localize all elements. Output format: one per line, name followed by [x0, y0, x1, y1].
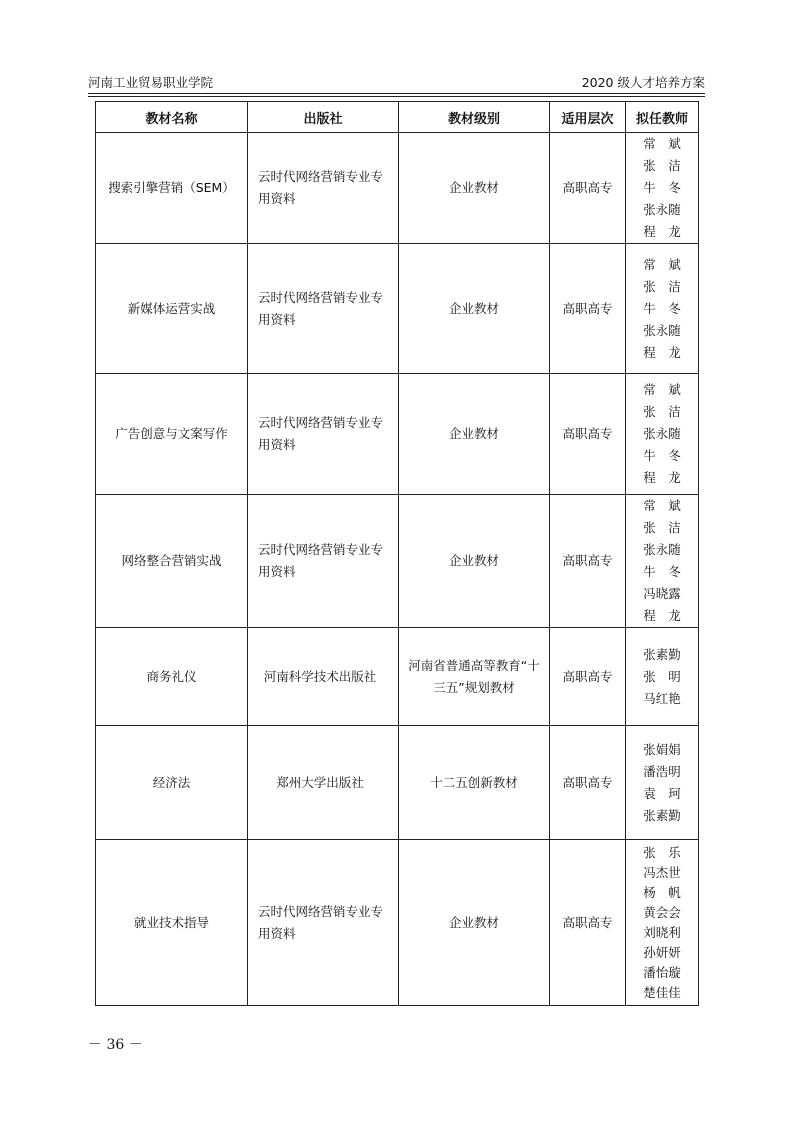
textbook-name: 网络整合营销实战	[96, 495, 248, 628]
column-header-publisher: 出版社	[248, 102, 399, 133]
textbook-level: 河南省普通高等教育“十三五”规划教材	[399, 628, 550, 726]
teacher-name: 张 乐	[643, 844, 681, 860]
teacher-name: 张素勤	[643, 807, 681, 823]
teacher-name: 潘怡璇	[643, 964, 681, 980]
teacher-list	[626, 628, 699, 726]
textbook-scope: 高职高专	[550, 133, 626, 244]
teacher-name: 常 斌	[643, 498, 681, 513]
textbook-level: 十二五创新教材	[399, 726, 550, 840]
teacher-name: 刘晓利	[643, 924, 681, 940]
column-header-name: 教材名称	[96, 102, 248, 133]
teacher-name: 张素勤	[643, 646, 681, 662]
teacher-name: 张 洁	[643, 158, 681, 173]
teacher-list	[626, 726, 699, 840]
column-header-scope: 适用层次	[550, 102, 626, 133]
column-header-level: 教材级别	[399, 102, 550, 133]
teacher-name: 牛 冬	[643, 564, 681, 579]
column-header-teachers: 拟任教师	[626, 102, 699, 133]
teacher-name: 牛 冬	[643, 180, 681, 195]
teacher-name: 程 龙	[643, 344, 681, 360]
textbook-scope: 高职高专	[550, 840, 626, 1006]
textbook-level: 企业教材	[399, 244, 550, 374]
textbook-name: 广告创意与文案写作	[96, 374, 248, 495]
textbook-scope: 高职高专	[550, 244, 626, 374]
teacher-name: 楚佳佳	[643, 984, 681, 1000]
teacher-name: 张永随	[643, 202, 681, 217]
teacher-name: 张永随	[643, 426, 681, 441]
table-row	[96, 495, 699, 628]
table-header-row	[96, 102, 699, 133]
school-name: 河南工业贸易职业学院	[88, 75, 214, 90]
teacher-name: 孙妍妍	[643, 944, 681, 960]
textbook-level: 企业教材	[399, 133, 550, 244]
teacher-list	[626, 374, 699, 495]
teacher-name: 程 龙	[643, 608, 681, 623]
teacher-name: 冯杰世	[643, 864, 681, 880]
teacher-name: 程 龙	[643, 470, 681, 485]
teacher-name: 常 斌	[643, 136, 681, 151]
textbook-publisher: 河南科学技术出版社	[248, 628, 399, 726]
teacher-name: 张 洁	[643, 278, 681, 294]
teacher-name: 张永随	[643, 322, 681, 338]
teacher-name: 黄会会	[643, 904, 681, 920]
textbook-scope: 高职高专	[550, 374, 626, 495]
teacher-name: 牛 冬	[643, 448, 681, 463]
textbook-level: 企业教材	[399, 495, 550, 628]
textbook-publisher: 云时代网络营销专业专用资料	[248, 840, 399, 1006]
textbook-level: 企业教材	[399, 840, 550, 1006]
teacher-name: 常 斌	[643, 256, 681, 272]
teacher-name: 程 龙	[643, 224, 681, 239]
teacher-list	[626, 840, 699, 1006]
teacher-name: 杨 帆	[643, 884, 681, 900]
teacher-name: 张娟娟	[643, 741, 681, 757]
teacher-name: 张永随	[643, 542, 681, 557]
teacher-list	[626, 495, 699, 628]
textbook-name: 就业技术指导	[96, 840, 248, 1006]
teacher-name: 冯晓露	[643, 586, 681, 601]
textbook-scope: 高职高专	[550, 628, 626, 726]
table-row	[96, 628, 699, 726]
teacher-list	[626, 133, 699, 244]
teacher-name: 张 洁	[643, 404, 681, 419]
textbook-publisher: 云时代网络营销专业专用资料	[248, 244, 399, 374]
textbook-name: 搜索引擎营销（SEM）	[96, 133, 248, 244]
textbook-publisher: 云时代网络营销专业专用资料	[248, 495, 399, 628]
teacher-name: 常 斌	[643, 382, 681, 397]
page-number: － 36 －	[88, 1037, 143, 1053]
teacher-list	[626, 244, 699, 374]
textbook-publisher: 云时代网络营销专业专用资料	[248, 374, 399, 495]
teacher-name: 马红艳	[643, 690, 681, 706]
textbook-scope: 高职高专	[550, 726, 626, 840]
table-row	[96, 840, 699, 1006]
header-divider	[88, 96, 705, 97]
teacher-name: 袁 珂	[643, 785, 681, 801]
textbook-publisher: 郑州大学出版社	[248, 726, 399, 840]
page-header	[88, 73, 705, 94]
textbook-name: 新媒体运营实战	[96, 244, 248, 374]
table-row	[96, 133, 699, 244]
textbook-publisher: 云时代网络营销专业专用资料	[248, 133, 399, 244]
table-row	[96, 244, 699, 374]
textbook-name: 经济法	[96, 726, 248, 840]
table-row	[96, 374, 699, 495]
teacher-name: 张 洁	[643, 520, 681, 535]
teacher-name: 潘浩明	[643, 763, 681, 779]
teacher-name: 牛 冬	[643, 300, 681, 316]
textbook-scope: 高职高专	[550, 495, 626, 628]
document-title: 2020 级人才培养方案	[581, 75, 705, 90]
table-row	[96, 726, 699, 840]
textbook-name: 商务礼仪	[96, 628, 248, 726]
textbook-level: 企业教材	[399, 374, 550, 495]
textbook-table	[95, 101, 699, 1006]
teacher-name: 张 明	[643, 668, 681, 684]
